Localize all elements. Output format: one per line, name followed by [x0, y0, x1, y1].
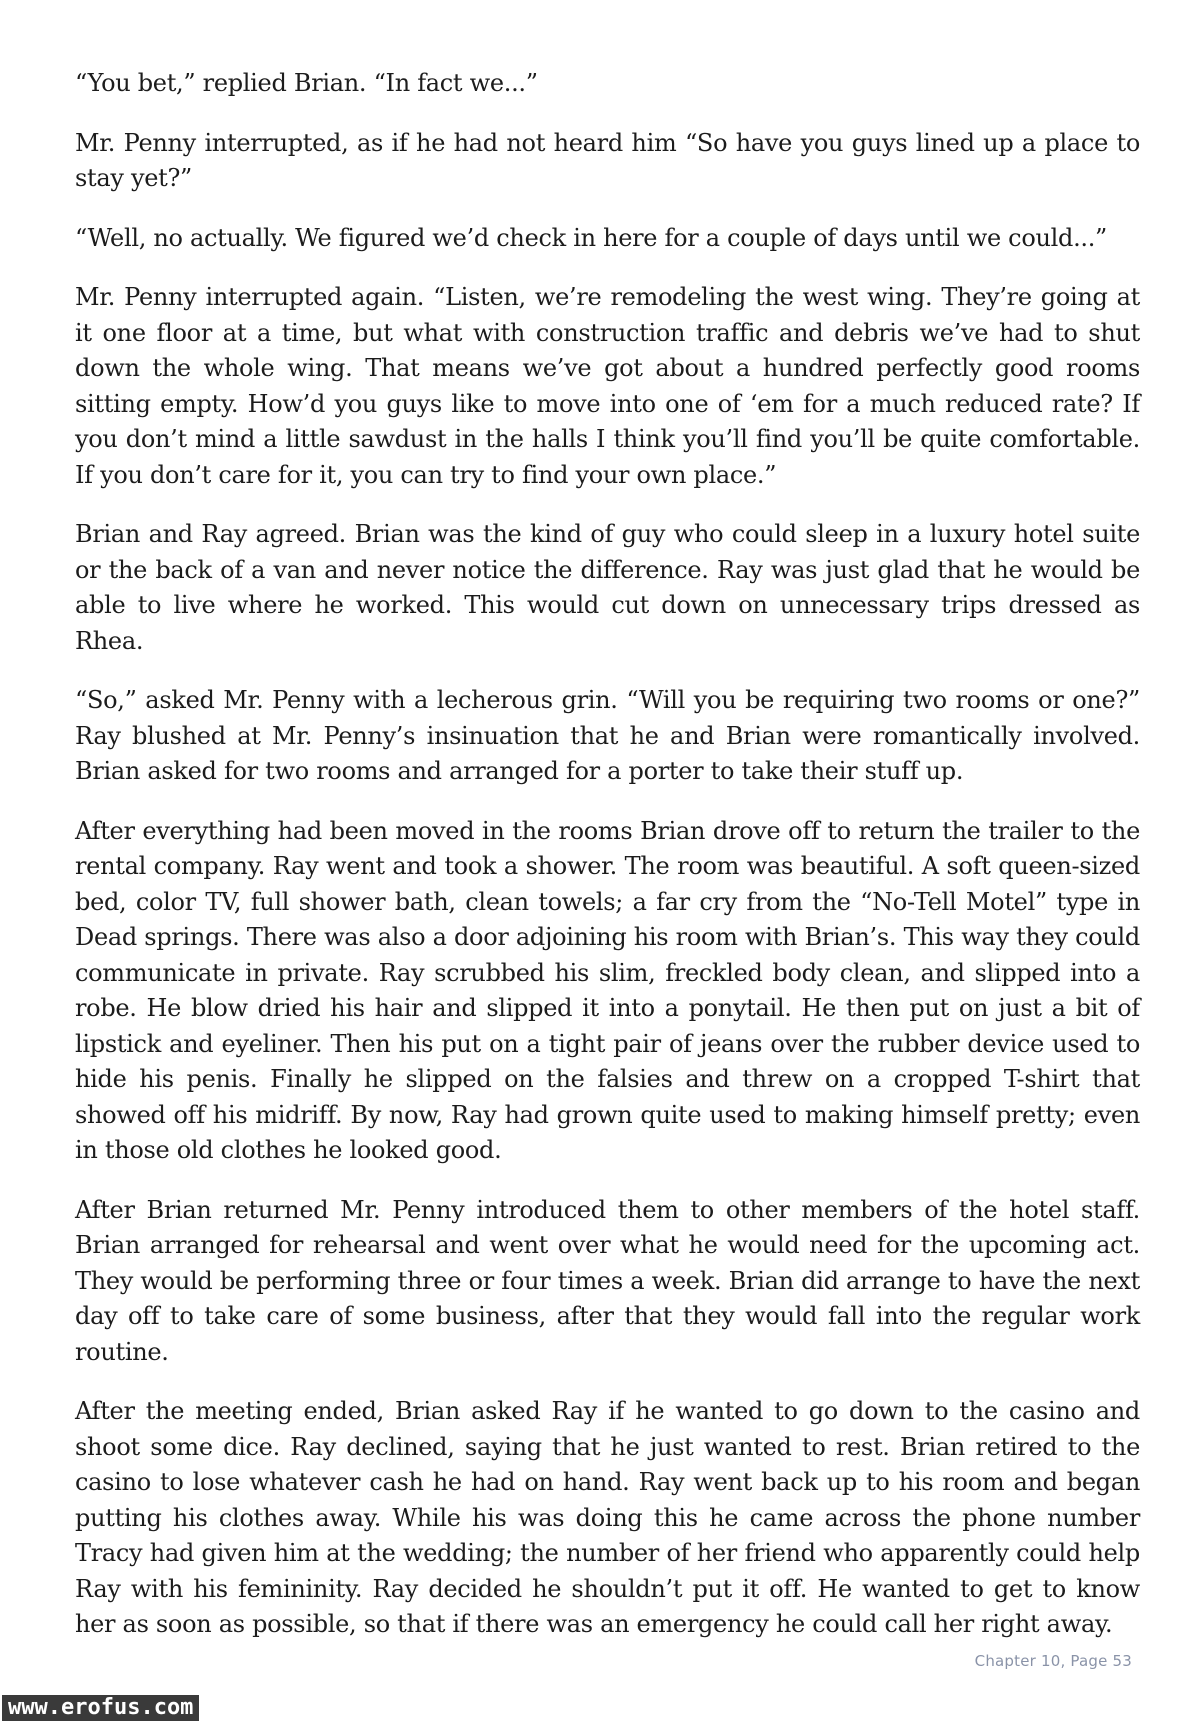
watermark: www.erofus.com — [2, 1695, 199, 1721]
paragraph-1: “You bet,” replied Brian. “In fact we...” — [75, 69, 538, 97]
paragraph-6: “So,” asked Mr. Penny with a lecherous grin. “Will you be requiring two rooms or one?” Ray blushed at Mr. Penny’s insinuation that he and Brian were romantically involved. Brian asked for two rooms and arranged for a porter to take their stuff up. — [75, 686, 1140, 785]
paragraph-9: After the meeting ended, Brian asked Ray if he wanted to go down to the casino and shoot some dice. Ray declined, saying that he just wanted to rest. Brian retired to the casino to lose whatever cash he had on hand. Ray went back up to his room and began putting his clothes away. While his was doing this he came across the phone number Tracy had given him at the wedding; the number of her friend who apparently could help Ray with his femininity. Ray decided he shouldn’t put it off. He wanted to get to know her as soon as possible, so that if there was an emergency he could call her right away. — [75, 1397, 1140, 1638]
paragraph-3: “Well, no actually. We figured we’d check in here for a couple of days until we could...” — [75, 223, 1108, 252]
story-text — [75, 66, 1140, 1667]
paragraph-8: After Brian returned Mr. Penny introduced them to other members of the hotel staff. Brian arranged for rehearsal and went over what he would need for the upcoming act. They would be performing three or four times a week. Brian did arrange to have the next day off to take care of some business, after that they would fall into the regular work routine. — [75, 1195, 1140, 1366]
paragraph-2: Mr. Penny interrupted, as if he had not heard him “So have you guys lined up a place to stay yet?” — [75, 128, 1140, 192]
page-footer: Chapter 10, Page 53 — [974, 1652, 1132, 1670]
paragraph-5: Brian and Ray agreed. Brian was the kind of guy who could sleep in a luxury hotel suite or the back of a van and never notice the difference. Ray was just glad that he would be able to live where he worked. This would cut down on unnecessary trips dressed as Rhea. — [75, 520, 1140, 655]
paragraph-4: Mr. Penny interrupted again. “Listen, we’re remodeling the west wing. They’re going at it one floor at a time, but what with construction traffic and debris we’ve had to shut down the whole wing. That means we’ve got about a hundred perfectly good rooms sitting empty. How’d you guys like to move into one of ‘em for a much reduced rate? If you don’t mind a little sawdust in the halls I think you’ll find you’ll be quite comfortable. If you don’t care for it, you can try to find your own place.” — [75, 283, 1140, 489]
paragraph-7: After everything had been moved in the rooms Brian drove off to return the trailer to the rental company. Ray went and took a shower. The room was beautiful. A soft queen-sized bed, color TV, full shower bath, clean towels; a far cry from the “No-Tell Motel” type in Dead springs. There was also a door adjoining his room with Brian’s. This way they could communicate in private. Ray scrubbed his slim, freckled body clean, and slipped into a robe. He blow dried his hair and slipped it into a ponytail. He then put on just a bit of lipstick and eyeliner. Then his put on a tight pair of jeans over the rubber device used to hide his penis. Finally he slipped on the falsies and threw on a cropped T-shirt that showed off his midriff. By now, Ray had grown quite used to making himself pretty; even in those old clothes he looked good. — [75, 816, 1140, 1164]
